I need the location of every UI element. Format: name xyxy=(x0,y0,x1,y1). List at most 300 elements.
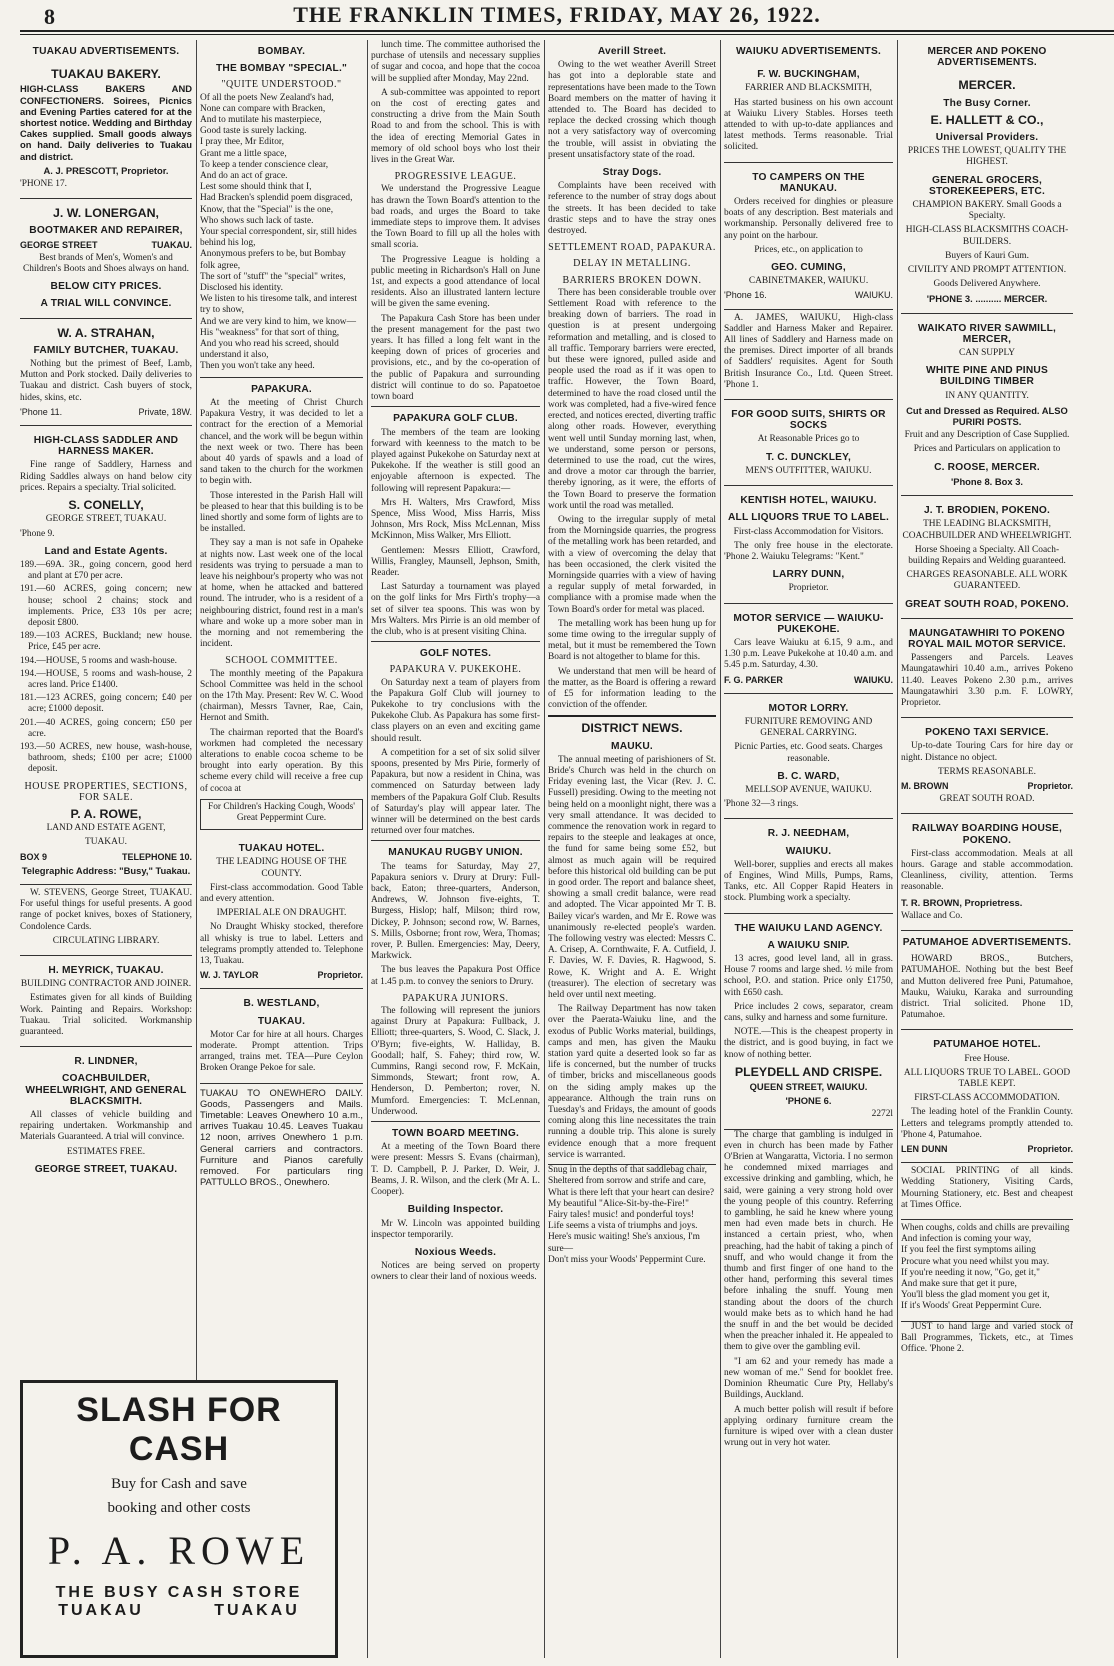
poem-line: I pray thee, Mr Editor, xyxy=(200,137,284,148)
ad-text: Passengers and Parcels. Leaves Maungatawhiri 10.40 a.m., arrives Pokeno 11.40. Leaves Pokeno 2.30 p.m., arrives Maungatawhiri 3.30 p.m. F. LOWRY, Proprietor. xyxy=(901,653,1073,708)
ad-taxi xyxy=(901,718,1073,814)
listing-item: 194.—HOUSE, 5 rooms and wash-house. xyxy=(20,655,178,666)
ad-text: HIGH-CLASS BAKERS AND CONFECTIONERS. Soirees, Picnics and Evening Parties catered for at the shortest notice. Wedding and Birthday Cakes supplied. Small goods always on hand. Daily deliveries to Tuakau and district. xyxy=(20,83,192,162)
article-title: THE BOMBAY "SPECIAL." xyxy=(215,63,348,75)
ad-title: H. MEYRICK, TUAKAU. xyxy=(48,965,164,976)
ad-name: C. ROOSE, MERCER. xyxy=(934,461,1040,473)
article-title: MAUKU. xyxy=(611,740,653,752)
ad-title: F. W. BUCKINGHAM, xyxy=(757,69,860,81)
ad-town: WAIUKU. xyxy=(854,674,893,685)
poem-line: Don't miss your Woods' Peppermint Cure. xyxy=(548,1254,706,1265)
ad-subtitle: FAMILY BUTCHER, TUAKAU. xyxy=(33,344,179,356)
ad-name: B. C. WARD, xyxy=(777,770,840,782)
ad-text: Prices, etc., on application to xyxy=(754,244,863,255)
ad-slogan: BELOW CITY PRICES. xyxy=(50,281,162,293)
ad-phone: 'Phone 16. xyxy=(724,290,767,301)
poem-line: Your special correspondent, sir, still hides behind his log, xyxy=(200,227,357,249)
ad-tuakau-hotel xyxy=(200,834,363,989)
ad-ball-programmes: JUST to hand large and varied stock of Ball Programmes, Tickets, etc., at Times Office. 'Phone 2. xyxy=(901,1321,1073,1355)
ad-box: BOX 9 xyxy=(20,851,48,862)
ad-number: 2272l xyxy=(871,1109,893,1120)
article-paragraph: The Papakura Cash Store has been under the present management for the past two years. It has filled a long felt want in the keeping down of prices of groceries and provisions, etc., and by the co-operation of the public of Papakura and surrounding district will continue to do so. Papatoetoe town board xyxy=(371,313,540,403)
ad-subtitle: A WAIUKU SNIP. xyxy=(767,939,850,951)
ad-title: TO CAMPERS ON THE MANUKAU. xyxy=(752,171,865,194)
ad-lonergan xyxy=(20,199,192,318)
poem xyxy=(200,93,363,373)
article-title: TOWN BOARD MEETING. xyxy=(392,1128,519,1140)
ad-slogan: A TRIAL WILL CONVINCE. xyxy=(40,298,172,310)
ad-signature: T. R. BROWN, Proprietress. xyxy=(901,896,1023,908)
article-paragraph: Mrs H. Walters, Mrs Crawford, Miss Spence, Miss Wood, Miss Harris, Miss Johnson, Mrs Rock, Miss McLennan, Miss McKinnon, Miss Walker, Mrs Elliott. xyxy=(371,497,540,542)
ad-subtitle: THE LEADING HOUSE OF THE COUNTY. xyxy=(216,857,347,879)
ad-phone: 'Phone 9. xyxy=(20,528,55,539)
ad-text: Has started business on his own account at Waiuku Livery Stables. Horses teeth attended to with up-to-date appliances and latest methods. Terms reasonable. Trial solicited. xyxy=(724,97,893,153)
article-paragraph: The monthly meeting of the Papakura School Committee was held in the school on the 17th May. Present: Rev W. C. Wood (chairman), Messrs Tavner, Rae, Cain, Hernot and Smith. xyxy=(200,668,363,724)
article-paragraph: The members of the team are looking forward with keenness to the match to be played against Pukekohe on Saturday next at Pukekohe. If the weather is still good an enjoyable afternoon is expected. The following will represent Papakura:— xyxy=(371,427,540,494)
ad-stevens xyxy=(20,885,192,956)
article-title: GOLF NOTES. xyxy=(419,648,492,660)
poem-line: Then you won't take any heed. xyxy=(200,361,315,372)
article-paragraph: The bus leaves the Papakura Post Office at 1.45 p.m. to convey the seniors to Drury. xyxy=(371,965,540,987)
ad-line: booking and other costs xyxy=(107,1500,251,1516)
ad-town: TUAKAU. xyxy=(151,239,192,250)
poem-line: And do an act of grace. xyxy=(200,171,288,182)
poem-saddlebag xyxy=(548,1165,716,1266)
ad-title: POKENO TAXI SERVICE. xyxy=(925,727,1049,739)
ad-text: Nothing but the primest of Beef, Lamb, Mutton and Pork stocked. Daily deliveries to Tuakau and district. Cash buyers of stock, hides, skins, etc. xyxy=(20,359,192,403)
ad-phone: 'PHONE 3. .......... MERCER. xyxy=(926,293,1048,305)
ad-slogan: IMPERIAL ALE ON DRAUGHT. xyxy=(216,908,347,919)
article-title: SCHOOL COMMITTEE. xyxy=(225,655,338,667)
ad-text: No Draught Whisky stocked, therefore all whisky is true to label. Letters and telegrams promptly attended to. Telephone 13, Tuakau. xyxy=(200,922,363,967)
ad-needham xyxy=(724,819,893,913)
poem-line: You'll bless the glad moment you get it, xyxy=(901,1290,1050,1301)
column-bombay-papakura xyxy=(200,40,363,1376)
poem-line: Procure what you need whilst you may. xyxy=(901,1256,1050,1267)
ad-text: For Children's Hacking Cough, Woods' Great Peppermint Cure. xyxy=(208,801,355,823)
article-paragraph: Those interested in the Parish Hall will be pleased to hear that this building is to be lined shortly and some form of lights are to be installed. xyxy=(200,490,363,535)
ad-sawmill xyxy=(901,314,1073,496)
poem-line: And you who read his screed, should understand it also, xyxy=(200,339,339,361)
ad-telegraphic: Telegraphic Address: "Busy," Tuakau. xyxy=(21,864,191,876)
ad-title: B. WESTLAND, xyxy=(243,998,320,1010)
article-subtitle: PAPAKURA V. PUKEKOHE. xyxy=(389,664,522,676)
ad-text: Goods Delivered Anywhere. xyxy=(933,279,1041,290)
section-header: TUAKAU ADVERTISEMENTS. xyxy=(32,46,180,57)
ad-text: 13 acres, good level land, all in grass. House 7 rooms and large shed. ½ mile from school, P.O. and station. Price only £1750, with £650 cash. xyxy=(724,953,893,998)
article-paragraph: Last Saturday a tournament was played on the golf links for Mrs Firth's trophy—a set of silver tea spoons. This was won by Mrs Walters. Mrs Pirrie is an old member of the club, who is at present visiting China. xyxy=(371,582,540,637)
ad-street: GEORGE STREET xyxy=(20,239,98,250)
ad-title: THE WAIUKU LAND AGENCY. xyxy=(734,922,883,934)
ad-title: J. W. LONERGAN, xyxy=(52,206,160,221)
ad-meyrick xyxy=(20,956,192,1047)
ad-title: HIGH-CLASS SADDLER AND HARNESS MAKER. xyxy=(33,435,179,458)
ad-phone: 'PHONE 17. xyxy=(20,179,68,190)
listing-item: 189.—103 ACRES, Buckland; new house. Price, £45 per acre. xyxy=(20,631,192,653)
ad-text: FURNITURE REMOVING AND GENERAL CARRYING. xyxy=(744,716,873,739)
article-paragraph: Owing to the wet weather Averill Street has got into a deplorable state and representations have been made to the Town Board members on the matter of having it attended to. The Board has decided to replace the decked crossing which though not a very satisfactory way of overcoming the trouble, will assist in obviating the present unsatisfactory state of the road. xyxy=(548,60,716,160)
ad-phone: 'PHONE 6. xyxy=(785,1095,832,1107)
article-paragraph: Notices are being served on property owners to clear their land of noxious weeds. xyxy=(371,1261,540,1283)
ad-text: First-class accommodation. Meals at all hours. Garage and stable accommodation. Cleanliness, civility, attention. Terms reasonable. xyxy=(901,848,1073,893)
ad-text: HIGH-CLASS BLACKSMITHS COACH-BUILDERS. xyxy=(905,225,1069,247)
article-paragraph: Complaints have been received with reference to the number of stray dogs about the streets. It has been decided to take drastic steps and to have the stray ones destroyed. xyxy=(548,181,716,237)
poem-line: We listen to his tiresome talk, and interest try to show, xyxy=(200,294,358,316)
article-paragraph: Owing to the irregular supply of metal from the Morningside quarries, the progress of the metalling work has been retarded, and with a view of overcoming the delay that has been occasioned, the clerk visited the Morningside quarries with a view of having a regular supply of metal forwarded, in compliance with a promise made when the Town Board's order for metal was placed. xyxy=(548,514,716,615)
article-subtitle: Stray Dogs. xyxy=(602,167,662,179)
poem-line: And to mutilate his masterpiece, xyxy=(200,115,322,126)
poem-line: What is there left that your heart can desire? xyxy=(548,1187,715,1198)
ad-text: Horse Shoeing a Specialty. All Coach-building Repairs and Welding guaranteed. xyxy=(908,544,1066,566)
poem-line: His "weakness" for that sort of thing, xyxy=(200,327,340,338)
section-header: WAIUKU ADVERTISEMENTS. xyxy=(736,46,881,57)
ad-role: Proprietor. xyxy=(1027,780,1073,791)
ad-town: TUAKAU xyxy=(58,1602,144,1619)
column-divider xyxy=(544,40,545,1658)
poem-line: Sheltered from sorrow and strife and care, xyxy=(548,1176,707,1187)
article-subtitle: PAPAKURA JUNIORS. xyxy=(402,992,509,1004)
ad-town: WAIUKU. xyxy=(854,290,893,301)
column-mercer-pokeno-ads xyxy=(901,40,1073,1658)
ad-buckingham xyxy=(724,60,893,162)
ad-text: First-class accommodation. Good Table and every attention. xyxy=(200,882,363,905)
article-paragraph: There has been considerable trouble over Settlement Road with reference to the breaking down of barriers. The road in question is at present undergoing reformation and metalling, and is closed to all traffic. Temporary barriers were erected, but these were ignored, pulled aside and people used the road as if it was open to traffic. However, the Town Board, determined to have the road closed until the work was completed, had a five-wired fence erected, and notices erected, diverting traffic along other roads. However, everything went well until Sunday morning last, when, we understand, some person or persons, determined to use the road, cut the wires, and drove a motor car through the barrier, thereby ignoring, as it were, the efforts of the Town Board to preserve the formation work until the road was metalled. xyxy=(548,287,716,511)
poem-line: Snug in the depths of that saddlebag chair, xyxy=(548,1165,707,1176)
listing-item: 181.—123 ACRES, going concern; £40 per acre; £1000 deposit. xyxy=(20,693,192,715)
ad-motor-lorry xyxy=(724,694,893,820)
poem-line: Know, that the "Special" is the one, xyxy=(200,204,334,215)
ad-cuming xyxy=(724,163,893,310)
ad-text: The leading hotel of the Franklin County. Letters and telegrams promptly attended to. 'Phone 4, Patumahoe. xyxy=(901,1107,1073,1140)
newspaper-title: THE FRANKLIN TIMES, FRIDAY, MAY 26, 1922. xyxy=(293,2,821,27)
ad-kentish-hotel xyxy=(724,486,893,603)
ad-name: P. A. ROWE xyxy=(47,1528,311,1573)
poem-line: When coughs, colds and chills are prevailing xyxy=(901,1223,1070,1234)
ad-text: A. JAMES, WAIUKU, High-class Saddler and Harness Maker and Repairer. All lines of Saddlery and Harness made on the premises. Direct importer of all brands of Saddlers' requisites. Agent for South British Insurance Co., Ltd. Queen Street. 'Phone 1. xyxy=(724,312,893,390)
ad-title: TUAKAU BAKERY. xyxy=(51,67,161,82)
article-title: MANUKAU RUGBY UNION. xyxy=(388,847,523,859)
ad-trade: FARRIER AND BLACKSMITH, xyxy=(745,83,872,94)
ad-onewhero xyxy=(200,1084,363,1196)
ad-signature: Wallace and Co. xyxy=(901,910,963,921)
ad-title: TUAKAU HOTEL. xyxy=(238,843,325,855)
ad-slash-for-cash xyxy=(20,1380,338,1658)
article-paragraph: lunch time. The committee authorised the purchase of utensils and necessary supplies of sugar and cocoa, and hope that the cocoa will be supplied after Monday, May 22nd. xyxy=(371,40,540,84)
ad-subtitle: The Busy Corner. xyxy=(943,97,1031,109)
column-district-news xyxy=(548,40,716,1658)
masthead xyxy=(0,0,1114,34)
article-paragraph: At the meeting of Christ Church Papakura Vestry, it was decided to let a contract for the erection of a Memorial chancel, and the work will be begun within the next week or two. There has been about 40 yards of spawls and a load of sand taken to the church for the workmen to begin with. xyxy=(200,397,363,487)
poem-line: If it's Woods' Great Peppermint Cure. xyxy=(901,1301,1042,1312)
ad-private: Private, 18W. xyxy=(138,406,192,417)
poem-line: Grant me a little space, xyxy=(200,148,287,159)
ad-conelly xyxy=(20,426,192,885)
article-paragraph: The following will represent the juniors against Drury at Papakura: Fullback, J. Elliott; three-quarters, S. Wood, C. Slack, J. O'Byrn; five-eights, W. Halliday, B. Goodall; half, S. Fahey; third row, W. Cummins, Rangi second row, F. McKain, Simmonds, Stewart; front row, A. Henderson, D. Pemberton; rover, N. Mumford. Emergencies: T. McLennan, Underwood. xyxy=(371,1006,540,1117)
ad-title: MOTOR LORRY. xyxy=(768,702,849,714)
ad-trade: COACHBUILDER, WHEELWRIGHT, AND GENERAL BLACKSMITH. xyxy=(25,1073,187,1107)
ad-name: T. C. DUNCKLEY, xyxy=(765,451,852,463)
listing-item: 194.—HOUSE, 5 rooms and wash-house, 2 acres land. Price £1400. xyxy=(20,668,192,690)
ad-trade: CABINETMAKER, WAIUKU. xyxy=(748,276,869,287)
ad-subtitle: Land and Estate Agents. xyxy=(44,545,168,557)
article-subtitle: Averill Street. xyxy=(597,46,667,57)
listing-item: 189.—69A. 3R., going concern, good herd and plant at £70 per acre. xyxy=(20,559,192,582)
ad-phone: 'Phone 8. Box 3. xyxy=(950,475,1024,487)
article-paragraph: A sub-committee was appointed to report on the cost of erecting gates and constructing a drive from the Main South Road to and from the school. This is with the idea of erecting Memorial Gates in memory of old school boys who lost their lives in the Great War. xyxy=(371,87,540,166)
ad-address: GREAT SOUTH ROAD, POKENO. xyxy=(905,598,1069,610)
ad-town: WAIUKU. xyxy=(785,845,832,857)
ad-title: R. LINDNER, xyxy=(74,1056,138,1068)
article-paragraph: A competition for a set of six solid silver spoons, presented by Mrs Pirie, formerly of Papakura, but now a resident in China, was commenced on Saturday between lady members of the Papakura Golf Club. Results of Saturday's play will appear later. The winner will be determined on the best cards returned over four matches. xyxy=(371,747,540,837)
ad-subtitle: Universal Providers. xyxy=(935,132,1039,144)
page-number: 8 xyxy=(44,4,55,29)
ad-text: HOWARD BROS., Butchers, PATUMAHOE. Nothing but the best Beef and Mutton delivered free Puni, Patumahoe, Mauku, Waiuku, Karaka and surrounding district. Trial solicited. Phone 1D, Patumahoe. xyxy=(901,954,1073,1021)
ad-text: Cars leave Waiuku at 6.15, 9 a.m., and 1.30 p.m. Leave Pukekohe at 10.40 a.m. and 5.45 p.m. Saturday, 4.30. xyxy=(724,637,893,671)
article-paragraph: The charge that gambling is indulged in even in church has been made by Father O'Brien at Wangaratta, Victoria. I no sermon he condemned mixed marriages and excessive drinking and gambling, which, he said, were gaining a very strong hold over the young people of this country. Referring to gambling, he said he knew where young men had even made bets in church. He instanced a certain priest, who, when preaching, had the habit of taking a pinch of snuff, and who would change it from the thumb and first finger of one hand to the other hand, performing this several times before inhaling the snuff. Young men standing about the doors of the church would make bets as to which hand he had the snuff in and the bet would be decided when the preacher inhaled it. He appealed to them to give over the gambling evil. xyxy=(724,1129,893,1353)
ad-text: All classes of vehicle building and repairing undertaken. Workmanship and Materials Guaranteed. A trial will convince. xyxy=(20,1110,192,1143)
article-paragraph: The teams for Saturday, May 27, Papakura seniors v. Drury at Drury: Full-back, Eaton; three-quarters, Anderson, Andrews, W. Johnson five-eights, T. Burgess, Hislop; half, Milson; third row, Dickey, P. Johnson; second row, W. Barnes, S. Mills, Osborne; front row, Wera, Thomas; rover, P. Bullen. Emergencies: May, Deery, Markwick. xyxy=(371,861,540,962)
ad-slogan: ESTIMATES FREE. xyxy=(66,1146,146,1157)
article-paragraph: They say a man is not safe in Opaheke at nights now. Last week one of the local residents was trying to persuade a man to leave his neighbour's property who was not at home, when he attacked and battered round. The intruder, who is a resident of a neighbouring district, found rest in a man's whare and woke up a more sober man in the morning and not remembering the incident. xyxy=(200,538,363,650)
masthead-rule xyxy=(20,30,1114,32)
article-subtitle: Building Inspector. xyxy=(407,1204,504,1216)
ad-text: FIRST-CLASS ACCOMMODATION. xyxy=(914,1093,1060,1104)
ad-town: TUAKAU. xyxy=(257,1015,306,1027)
ad-address: GREAT SOUTH ROAD. xyxy=(939,794,1035,805)
ad-title: RAILWAY BOARDING HOUSE, POKENO. xyxy=(911,823,1063,846)
ad-hallett xyxy=(901,71,1073,313)
article-paragraph: The Progressive League is holding a public meeting in Richardson's Hall on June 1st, and expects a good attendance of local residents. Also an illustrated lantern lecture will be given the same evening. xyxy=(371,254,540,310)
ad-address: MELLSOP AVENUE, WAIUKU. xyxy=(745,784,872,795)
article-title: SETTLEMENT ROAD, PAPAKURA. xyxy=(548,242,716,254)
article-paragraph: On Saturday next a team of players from the Papakura Golf Club will journey to Pukekohe to try conclusions with the Pukekohe Club. As Papakura has some first-class players on an even and exciting game should result. xyxy=(371,677,540,744)
column-divider xyxy=(367,40,368,1658)
poem-line: And we are very kind to him, we know— xyxy=(200,316,356,327)
ad-telephone: TELEPHONE 10. xyxy=(121,851,192,862)
ad-role: Proprietor. xyxy=(1027,1144,1073,1155)
ad-trade: GENERAL GROCERS, STOREKEEPERS, ETC. xyxy=(928,174,1046,197)
poem-line: Disclosed his identity. xyxy=(200,283,283,294)
ad-text: Buyers of Kauri Gum. xyxy=(945,250,1029,261)
article-title: PAPAKURA GOLF CLUB. xyxy=(393,413,518,425)
ad-text: SOCIAL PRINTING of all kinds. Wedding Stationery, Visiting Cards, Mourning Stationery, etc. Best and cheapest at Times Office. xyxy=(901,1166,1073,1210)
ad-name: J. T. BRODIEN, POKENO. xyxy=(923,505,1051,517)
ad-text: Free House. xyxy=(964,1053,1010,1064)
poem-line: Fairy tales! music! and ponderful toys! xyxy=(548,1209,695,1220)
ad-trade: THE LEADING BLACKSMITH, COACHBUILDER AND WHEELWRIGHT. xyxy=(902,519,1072,541)
ad-text: Well-borer, supplies and erects all makes of Engines, Wind Mills, Pumps, Rams, Tanks, etc. All Copper Rapid Heaters in stock. Plumbing work a specialty. xyxy=(724,859,893,904)
ad-coughs-poem xyxy=(901,1220,1073,1322)
ad-text: Orders received for dinghies or pleasure boats of any description. Best materials and workmanship. Personally delivered free to any point on the harbour. xyxy=(724,197,893,241)
ad-signature: LEN DUNN xyxy=(901,1144,948,1155)
property-listings xyxy=(20,560,192,776)
section-header: DISTRICT NEWS. xyxy=(581,721,683,736)
ad-text: The only free house in the electorate. 'Phone 2. Waiuku Telegrams: "Kent." xyxy=(724,540,893,562)
ad-text: Price includes 2 cows, separator, cream cans, sulky and harness and some furniture. xyxy=(724,1001,893,1023)
ad-signature: A. J. PRESCOTT, Proprietor. xyxy=(43,164,169,176)
article-paragraph: The annual meeting of parishioners of St. Bride's Church was held in the church on Friday evening last, the Vicar (Rev. J. C. Fussell) presiding. Owing to the meeting not being held on a moonlight night, there was a very small attendance. It was decided to commence the renovation work in regard to repairs to the steeple and leakages at once, the fund for same being some £52, but almost as much again will be required before this historical old building can be put in good order. The report and balance sheet, showing a small credit balance, were read and adopted. The Vicar appointed Mr T. B. Bailey vicar's warden, and Mr E. Rowe was unanimously re-elected people's warden. The following vestry was elected: Messrs C. A. Crisep, A. Cornthwaite, F. A. Cutfield, J. F. Davies, W. F. Davies, R. Hagwood, S. Rowe, K. Wright and A. E. Wright (treasurer). The election of secretary was held over until next meeting. xyxy=(548,754,716,1001)
ad-text: Motor Car for hire at all hours. Charges moderate. Prompt attention. Trips arranged, trains met. TEA—Pure Ceylon Broken Orange Pekoe for sale. xyxy=(200,1029,363,1074)
column-divider xyxy=(720,40,721,1658)
poem-line: To keep a tender conscience clear, xyxy=(200,159,329,170)
ad-text: W. STEVENS, George Street, TUAKAU. For useful things for useful presents. A good range of pocket knives, boxes of Stationery, Condolence Cards. xyxy=(20,887,192,932)
ad-town: TUAKAU. xyxy=(85,837,127,848)
article-paragraph: The chairman reported that the Board's workmen had completed the necessary alterations to enable cocoa scheme to be brought into early operation. By this scheme every child will receive a free cup of cocoa at xyxy=(200,727,363,794)
ad-text: Best brands of Men's, Women's and Children's Boots and Shoes always on hand. xyxy=(23,252,189,275)
poem-line: Who shows such lack of taste. xyxy=(200,215,314,226)
poem-line: And infection is coming your way, xyxy=(901,1234,1032,1245)
article-paragraph: Gentlemen: Messrs Elliott, Crawford, Willis, Frangley, Maunsell, Jephson, Smith, Reader. xyxy=(371,545,540,578)
ad-text: CAN SUPPLY xyxy=(958,348,1016,359)
column-papakura-news xyxy=(371,40,540,1658)
ad-dunckley xyxy=(724,400,893,486)
section-header: MERCER AND POKENO ADVERTISEMENTS. xyxy=(927,46,1047,69)
masthead-rule-thin xyxy=(20,34,1114,35)
poem-line: The sort of "stuff" the "special" writes, xyxy=(200,271,346,282)
poem-line: My beautiful "Alice-Sit-by-the-Fire!" xyxy=(548,1198,689,1209)
ad-signature: LARRY DUNN, xyxy=(772,569,845,581)
ad-text: ALL LIQUORS TRUE TO LABEL. GOOD TABLE KEPT. xyxy=(903,1067,1071,1090)
ad-name: R. J. NEEDHAM, xyxy=(767,828,850,840)
article-paragraph: The metalling work has been hung up for some time owing to the irregular supply of metal, but it must be remembered the Town Board is not altogether to blame for this. xyxy=(548,618,716,663)
ad-text: Picnic Parties, etc. Good seats. Charges reasonable. xyxy=(734,742,883,764)
ad-westland xyxy=(200,989,363,1083)
ad-address: GEORGE STREET, TUAKAU. xyxy=(34,1163,178,1175)
article-title: PROGRESSIVE LEAGUE. xyxy=(394,171,517,183)
ad-text: CIVILITY AND PROMPT ATTENTION. xyxy=(907,265,1067,276)
section-header: PATUMAHOE ADVERTISEMENTS. xyxy=(902,936,1072,948)
ad-text: Up-to-date Touring Cars for hire day or night. Distance no object. xyxy=(901,741,1073,763)
ad-text: NOTE.—This is the cheapest property in the district, and is good buying, in fact we know of nothing better. xyxy=(724,1027,893,1060)
ad-title: W. A. STRAHAN, xyxy=(57,325,155,340)
ad-subtitle: BOOTMAKER AND REPAIRER, xyxy=(29,225,183,237)
ad-phone: 'Phone 32—3 rings. xyxy=(724,799,799,810)
ad-role: Proprietor. xyxy=(317,970,363,981)
ad-royal-mail xyxy=(901,619,1073,718)
article-title: BARRIERS BROKEN DOWN. xyxy=(562,274,702,286)
ad-motor-service xyxy=(724,604,893,694)
ad-social-printing xyxy=(901,1163,1073,1220)
article-title: DELAY IN METALLING. xyxy=(573,258,691,270)
ad-line: Buy for Cash and save xyxy=(111,1476,247,1492)
ad-signature: M. BROWN xyxy=(901,780,949,791)
ad-phone: 'Phone 11. xyxy=(20,406,63,417)
ad-name: GEO. CUMING, xyxy=(771,262,846,274)
poem-line: Had Bracken's splendid poem disgraced, xyxy=(200,193,353,204)
ad-address: GEORGE STREET, TUAKAU. xyxy=(45,514,167,525)
column-divider xyxy=(897,40,898,1658)
article-subtitle: Noxious Weeds. xyxy=(414,1246,497,1258)
ad-signature: W. J. TAYLOR xyxy=(200,970,259,981)
ad-patumahoe-hotel xyxy=(901,1030,1073,1163)
poem-line: If you're needing it now, "Go, get it," xyxy=(901,1267,1040,1278)
listing-item: 201.—40 ACRES, going concern; £50 per acre. xyxy=(20,717,192,739)
article-paragraph: We understand the Progressive League has drawn the Town Board's attention to the bad roads, and urges the Board to take immediate steps to improve them. It advises the Town Board to fill up all the holes with small scoria. xyxy=(371,184,540,251)
ad-text: TERMS REASONABLE. xyxy=(938,766,1036,777)
poem-line: Lest some should think that I, xyxy=(200,182,312,193)
listing-item: 193.—50 ACRES, new house, wash-house, bathroom, sheds; £100 per acre; £1000 deposit. xyxy=(20,741,192,775)
article-paragraph: A much better polish will result if before applying ordinary furniture cream the furniture is wiped over with a clean duster wrung out in very hot water. xyxy=(724,1404,893,1449)
poem-line: Of all the poets New Zealand's had, xyxy=(200,92,334,103)
ad-slogan: CIRCULATING LIBRARY. xyxy=(52,935,160,946)
ad-text: Cut and Dressed as Required. ALSO PURIRI POSTS. xyxy=(906,404,1068,428)
ad-text: At Reasonable Prices go to xyxy=(757,434,860,445)
ad-trade: BUILDING CONTRACTOR AND JOINER. xyxy=(20,979,192,990)
ad-headline: SLASH FOR CASH xyxy=(76,1391,282,1468)
article-paragraph: Mr W. Lincoln was appointed building inspector temporarily. xyxy=(371,1218,540,1240)
poem xyxy=(901,1223,1073,1313)
ad-boarding-house xyxy=(901,814,1073,931)
ad-cough-cure xyxy=(200,799,363,830)
ad-tuakau-bakery xyxy=(20,60,192,199)
poem-line: Anonymous prefers to be, but Bombay folk agree, xyxy=(200,249,346,271)
poem-line: And make sure that get it pure, xyxy=(901,1279,1017,1290)
ad-role: Proprietor. xyxy=(788,583,829,594)
ad-text: PRICES THE LOWEST, QUALITY THE HIGHEST. xyxy=(907,146,1067,168)
poem-line: Good taste is surely lacking. xyxy=(200,126,307,137)
listing-item: 191.—60 ACRES, going concern; new house; school 2 chains; stock and implements. Price, £33 10s per acre; deposit £800. xyxy=(20,584,192,628)
ad-title: MAUNGATAWHIRI TO POKENO ROYAL MAIL MOTOR SERVICE. xyxy=(908,627,1066,650)
column-waiuku-ads xyxy=(724,40,893,1658)
ad-title: FOR GOOD SUITS, SHIRTS OR SOCKS xyxy=(731,409,886,432)
ad-name: E. HALLETT & CO., xyxy=(930,112,1044,127)
ad-subtitle: HOUSE PROPERTIES, SECTIONS, FOR SALE. xyxy=(24,780,188,803)
poem-line: If you feel the first symptoms ailing xyxy=(901,1245,1036,1256)
ad-title: KENTISH HOTEL, WAIUKU. xyxy=(740,495,877,507)
ad-text: TUAKAU TO ONEWHERO DAILY. Goods, Passengers and Mails. Timetable: Leaves Onewhero 10 a.m., arrives Tuakau 10.45. Leaves Tuakau 12 noon, arrives Onewhero 1 p.m. General carriers and contractors. Furniture and Pianos carefully removed. For particulars ring PATTULLO BROS., Onewhero. xyxy=(200,1086,363,1188)
section-header: BOMBAY. xyxy=(257,46,306,57)
ad-slogan: ALL LIQUORS TRUE TO LABEL. xyxy=(727,512,890,524)
ad-trade: MEN'S OUTFITTER, WAIUKU. xyxy=(745,465,872,476)
ad-store: THE BUSY CASH STORE xyxy=(55,1584,303,1601)
ad-text: Estimates given for all kinds of Building Work. Painting and Repairs. Workshop: Tuakau. Trial solicited. Workmanship guaranteed. xyxy=(20,993,192,1038)
ad-text: IN ANY QUANTITY. xyxy=(945,390,1029,401)
article-paragraph: We understand that men will be heard of the matter, as the Board is offering a reward of £5 for information leading to the conviction of the offender. xyxy=(548,666,716,711)
ad-name: PLEYDELL AND CRISPE. xyxy=(734,1064,883,1079)
article-subtitle: "QUITE UNDERSTOOD." xyxy=(221,79,342,91)
ad-name: P. A. ROWE, xyxy=(70,806,142,821)
poem-line: Here's music waiting! She's anxious, I'm sure— xyxy=(548,1232,700,1254)
ad-text: Fine range of Saddlery, Harness and Riding Saddles always on hand below city prices. Repairs a specialty. Trial solicited. xyxy=(20,460,192,493)
ad-text: Prices and Particulars on application to xyxy=(913,444,1061,455)
ad-text: CHAMPION BAKERY. Small Goods a Specialty. xyxy=(912,200,1062,222)
ad-land-agency xyxy=(724,914,893,1130)
ad-title: MERCER. xyxy=(958,78,1016,93)
ad-howard-bros xyxy=(901,951,1073,1030)
ad-title: MOTOR SERVICE — WAIUKU-PUKEKOHE. xyxy=(733,612,884,635)
column-tuakau-ads xyxy=(20,40,192,1376)
ad-slogan: WHITE PINE AND PINUS BUILDING TIMBER xyxy=(926,365,1048,388)
poem-line: None can compare with Bracken, xyxy=(200,103,326,114)
ad-town: TUAKAU xyxy=(214,1602,300,1619)
ad-lindner xyxy=(20,1047,192,1183)
poem-line: Life seems a vista of triumphs and joys. xyxy=(548,1221,698,1232)
ad-signature: F. G. PARKER xyxy=(724,674,783,685)
article-paragraph: "I am 62 and your remedy has made a new woman of me." Send for booklet free. Dominion Rheumatic Cure Pty, Hellaby's Buildings, Auckland. xyxy=(724,1356,893,1401)
section-header: PAPAKURA. xyxy=(251,383,312,395)
ad-trade: LAND AND ESTATE AGENT, xyxy=(46,823,166,834)
article-paragraph: At a meeting of the Town Board there were present: Messrs S. Evans (chairman), T. D. Campbell, P. J. Parker, D. Weir, J. Beams, J. R. Wilson, and the clerk (Mr A. L. Cooper). xyxy=(371,1142,540,1198)
ad-james xyxy=(724,310,893,400)
ad-address: QUEEN STREET, WAIUKU. xyxy=(749,1081,868,1093)
ad-text: First-class Accommodation for Visitors. xyxy=(733,526,884,537)
ad-text: Fruit and any Description of Case Supplied. xyxy=(904,430,1070,441)
ad-title: WAIKATO RIVER SAWMILL, MERCER, xyxy=(917,322,1057,345)
article-paragraph: The Railway Department has now taken over the Paerata-Waiuku line, and the exodus of Public Works material, buildings, camps and men, has given the Mauku station yard quite a deserted look so far as life is concerned, but the number of trucks of timber, bricks and miscellaneous goods on the siding amply makes up the appearance. Although the train runs on Tuesday's and Fridays, the amount of goods coming along this line necessitates the train running a double trip. This alone is surely evidence enough that a more frequent service is warranted. xyxy=(548,1004,716,1160)
ad-text: CHARGES REASONABLE. ALL WORK GUARANTEED. xyxy=(906,570,1068,592)
ad-name: S. CONELLY, xyxy=(68,498,144,513)
ad-brodien xyxy=(901,496,1073,619)
